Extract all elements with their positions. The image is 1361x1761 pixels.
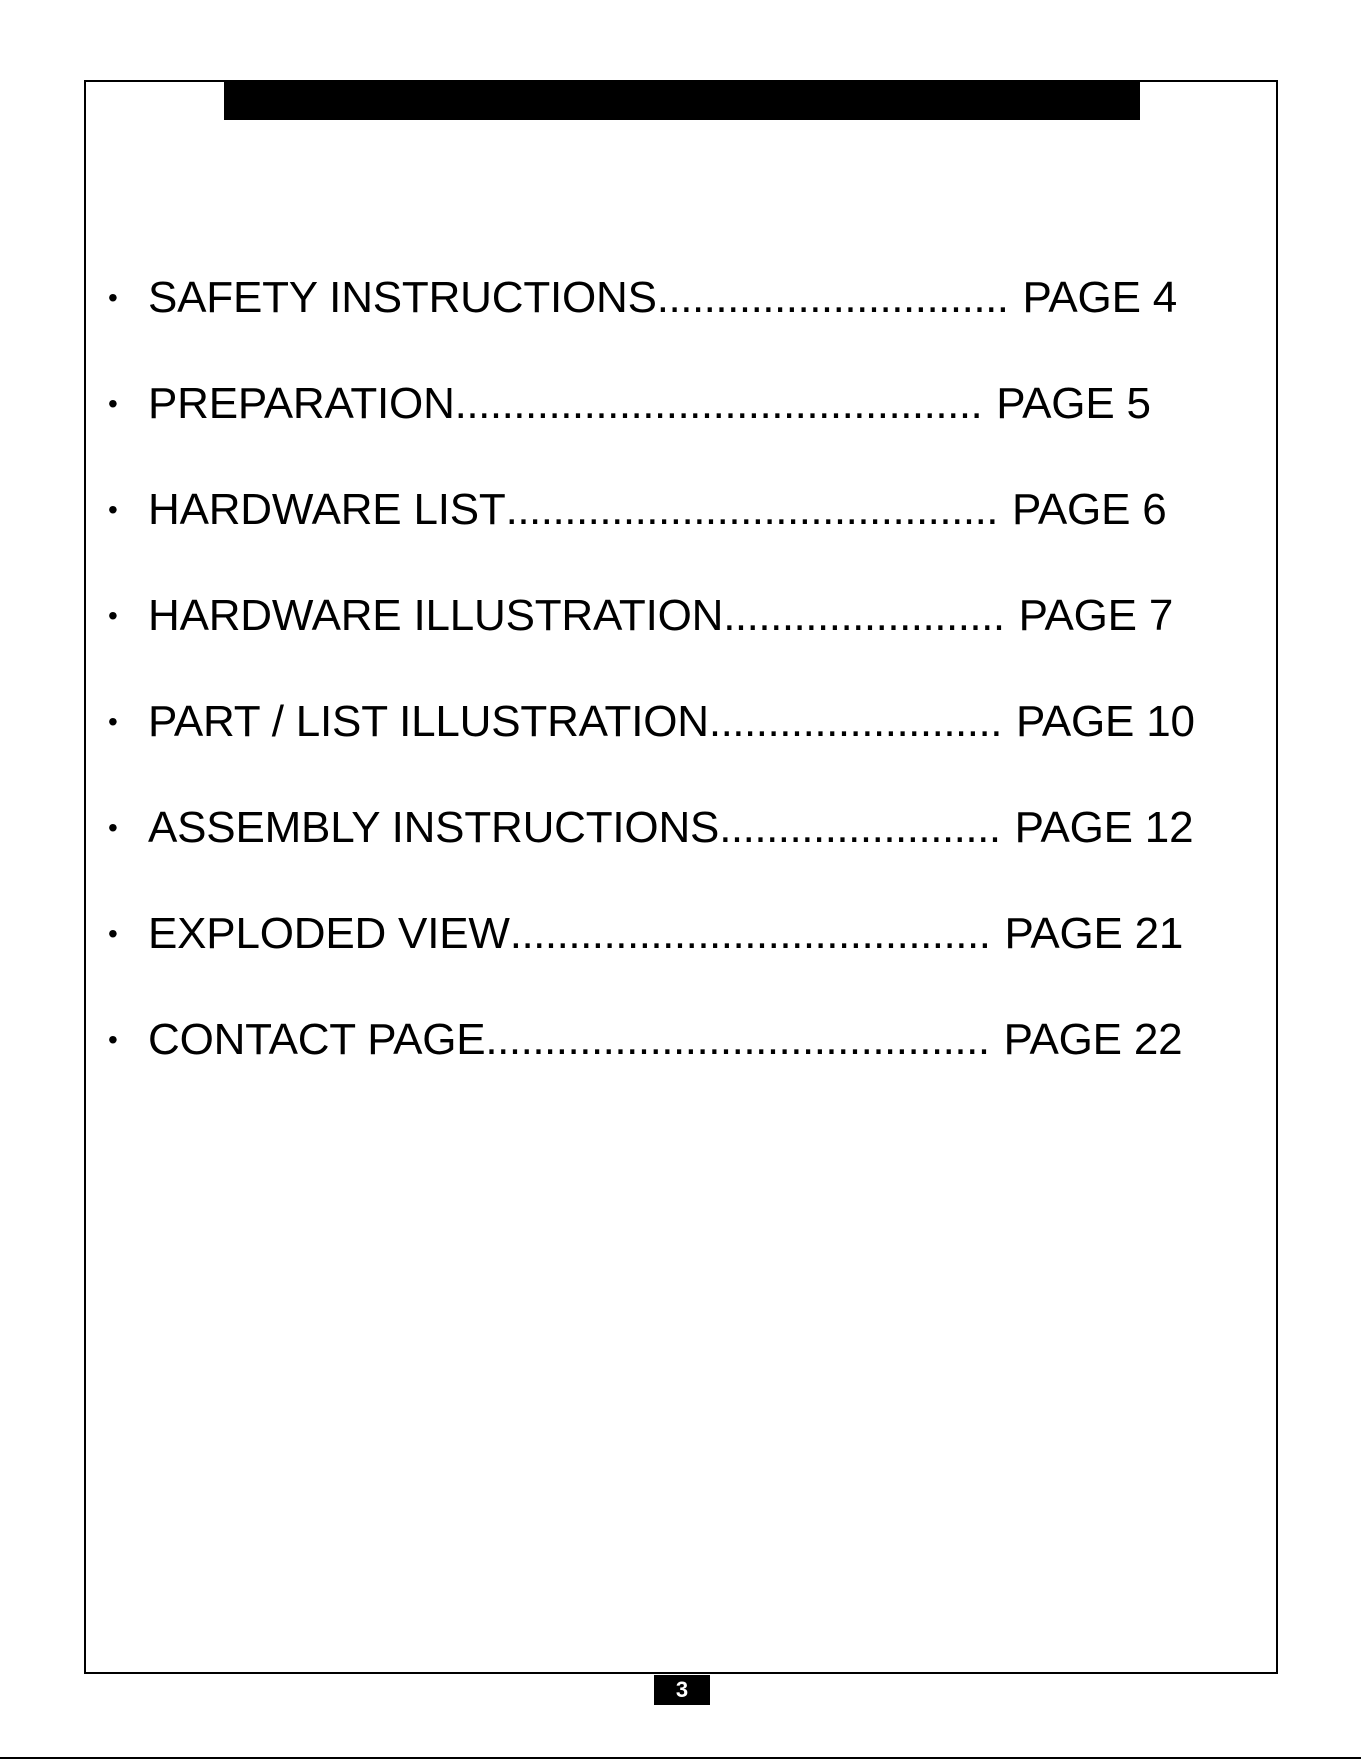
bullet-icon: •	[108, 812, 118, 843]
bullet-icon: •	[108, 388, 118, 419]
toc-item-page: PAGE 22	[1003, 1015, 1183, 1064]
toc-item-title: PREPARATION	[148, 379, 455, 428]
toc-item-assembly-instructions[interactable]	[108, 798, 1193, 858]
toc-item-safety-instructions[interactable]	[108, 268, 1177, 328]
toc-item-page: PAGE 5	[996, 379, 1151, 428]
toc-item-hardware-illustration[interactable]	[108, 586, 1173, 646]
bullet-icon: •	[108, 1024, 118, 1055]
bullet-icon: •	[108, 282, 118, 313]
toc-item-title: ASSEMBLY INSTRUCTIONS	[148, 803, 720, 852]
toc-item-title: PART / LIST ILLUSTRATION	[148, 697, 709, 746]
toc-item-hardware-list[interactable]	[108, 480, 1167, 540]
page-number: 3	[654, 1675, 710, 1705]
toc-item-title: HARDWARE ILLUSTRATION	[148, 591, 724, 640]
toc-item-title: SAFETY INSTRUCTIONS	[148, 273, 657, 322]
toc-item-leader-dots: .............................................	[454, 379, 983, 428]
toc-item-part-list-illustration[interactable]	[108, 692, 1195, 752]
bullet-icon: •	[108, 600, 118, 631]
toc-item-page: PAGE 7	[1018, 591, 1174, 640]
toc-item-page: PAGE 12	[1014, 803, 1194, 852]
toc-item-contact-page[interactable]	[108, 1010, 1182, 1070]
header-bar	[224, 80, 1140, 120]
toc-item-page: PAGE 10	[1015, 697, 1195, 746]
bullet-icon: •	[108, 494, 118, 525]
bottom-rule	[0, 1757, 1361, 1759]
toc-item-leader-dots: ........................	[719, 803, 1001, 852]
toc-item-leader-dots: ..........................................	[505, 485, 999, 534]
bullet-icon: •	[108, 706, 118, 737]
toc-item-title: CONTACT PAGE	[148, 1015, 486, 1064]
toc-item-page: PAGE 6	[1012, 485, 1167, 534]
toc-item-leader-dots: .........................	[708, 697, 1002, 746]
toc-item-title: HARDWARE LIST	[148, 485, 506, 534]
toc-item-leader-dots: ...........................................	[485, 1015, 990, 1064]
bullet-icon: •	[108, 918, 118, 949]
toc-item-exploded-view[interactable]	[108, 904, 1183, 964]
toc-item-leader-dots: ........................	[723, 591, 1005, 640]
toc-item-leader-dots: ..............................	[656, 273, 1009, 322]
toc-item-leader-dots: .........................................	[509, 909, 991, 958]
toc-item-page: PAGE 4	[1022, 273, 1178, 322]
toc-item-title: EXPLODED VIEW	[148, 909, 510, 958]
toc-item-page: PAGE 21	[1004, 909, 1184, 958]
toc-item-preparation[interactable]	[108, 374, 1151, 434]
